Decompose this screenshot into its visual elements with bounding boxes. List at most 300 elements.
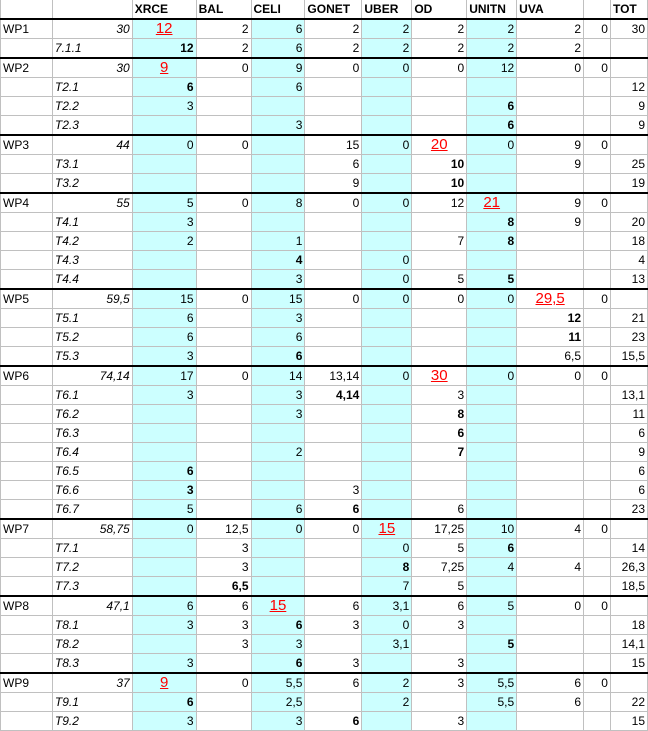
value-cell (467, 481, 517, 500)
value-cell: 9 (517, 193, 584, 213)
value-cell: 2,5 (251, 693, 305, 712)
wp-label (1, 174, 53, 194)
task-row (1, 328, 648, 347)
value-cell (132, 424, 196, 443)
value-cell (467, 654, 517, 674)
value-cell (305, 558, 362, 577)
value-cell: 9 (305, 174, 362, 194)
wp-label (1, 481, 53, 500)
value-cell: 2 (412, 39, 467, 59)
value-cell: 3 (196, 635, 251, 654)
value-cell (305, 539, 362, 558)
value-cell: 6 (305, 712, 362, 731)
header-cell: XRCE (132, 0, 196, 19)
value-cell: 6 (251, 500, 305, 520)
value-cell: 25 (610, 155, 647, 174)
value-cell: 3 (132, 347, 196, 367)
value-cell: 0 (305, 289, 362, 309)
value-cell: 3 (196, 558, 251, 577)
value-cell (584, 462, 611, 481)
value-cell: 5 (467, 635, 517, 654)
wp-label (1, 405, 53, 424)
workpackage-row (1, 58, 648, 78)
value-cell (251, 174, 305, 194)
value-cell (584, 693, 611, 712)
wp-label (1, 616, 53, 635)
value-cell: 0 (196, 366, 251, 386)
value-cell: 5 (412, 577, 467, 597)
value-cell (517, 443, 584, 462)
value-cell: 11 (517, 328, 584, 347)
value-cell: 8 (467, 232, 517, 251)
value-cell: 5,5 (251, 673, 305, 693)
task-row (1, 693, 648, 712)
value-cell (305, 635, 362, 654)
value-cell (362, 443, 412, 462)
value-cell (610, 58, 647, 78)
value-cell: 6 (517, 673, 584, 693)
header-cell (52, 0, 132, 19)
workpackage-row (1, 135, 648, 155)
value-cell (132, 558, 196, 577)
value-cell: 6 (467, 539, 517, 558)
wp-label: WP8 (1, 596, 53, 616)
value-cell: 19 (610, 174, 647, 194)
workpackage-row (1, 366, 648, 386)
value-cell (305, 424, 362, 443)
value-cell (305, 232, 362, 251)
task-row (1, 635, 648, 654)
value-cell (305, 78, 362, 97)
value-cell: 17,25 (412, 519, 467, 539)
value-cell (584, 270, 611, 290)
value-cell (305, 270, 362, 290)
value-cell (584, 251, 611, 270)
value-cell: 30 (412, 366, 467, 386)
value-cell (584, 232, 611, 251)
value-cell (610, 366, 647, 386)
value-cell (362, 213, 412, 232)
value-cell: 3,1 (362, 635, 412, 654)
wp-label: WP3 (1, 135, 53, 155)
value-cell: 0 (305, 58, 362, 78)
value-cell: 0 (467, 366, 517, 386)
value-cell (196, 443, 251, 462)
value-cell: 18,5 (610, 577, 647, 597)
value-cell (196, 155, 251, 174)
value-cell (467, 174, 517, 194)
task-label: T2.3 (52, 116, 132, 136)
value-cell: 9 (610, 116, 647, 136)
value-cell (517, 174, 584, 194)
value-cell (412, 213, 467, 232)
wp-label (1, 424, 53, 443)
value-cell: 21 (610, 309, 647, 328)
value-cell (412, 328, 467, 347)
value-cell: 12,5 (196, 519, 251, 539)
value-cell: 15 (362, 519, 412, 539)
value-cell (584, 539, 611, 558)
value-cell (517, 97, 584, 116)
value-cell: 6 (412, 500, 467, 520)
value-cell (132, 443, 196, 462)
task-label: T6.3 (52, 424, 132, 443)
value-cell: 2 (251, 443, 305, 462)
value-cell (305, 693, 362, 712)
value-cell: 0 (305, 193, 362, 213)
task-row (1, 386, 648, 405)
value-cell (467, 712, 517, 731)
value-cell: 0 (251, 519, 305, 539)
value-cell: 0 (196, 289, 251, 309)
value-cell (584, 78, 611, 97)
workpackage-row (1, 19, 648, 39)
task-label: T4.4 (52, 270, 132, 290)
value-cell (362, 424, 412, 443)
value-cell: 3 (132, 213, 196, 232)
value-cell: 2 (196, 19, 251, 39)
value-cell (584, 405, 611, 424)
value-cell (517, 251, 584, 270)
value-cell (132, 174, 196, 194)
wp-label (1, 270, 53, 290)
value-cell: 6 (132, 596, 196, 616)
value-cell: 2 (362, 39, 412, 59)
value-cell: 3 (251, 712, 305, 731)
wp-label (1, 39, 53, 59)
value-cell: 0 (517, 366, 584, 386)
task-row (1, 558, 648, 577)
value-cell (305, 443, 362, 462)
value-cell (196, 693, 251, 712)
value-cell (467, 328, 517, 347)
value-cell: 13 (610, 270, 647, 290)
task-label: 37 (52, 673, 132, 693)
value-cell: 15 (610, 712, 647, 731)
value-cell: 6 (305, 500, 362, 520)
value-cell (251, 135, 305, 155)
value-cell (251, 558, 305, 577)
task-label: T6.7 (52, 500, 132, 520)
value-cell (196, 481, 251, 500)
value-cell (196, 232, 251, 251)
value-cell: 2 (517, 19, 584, 39)
value-cell: 15 (132, 289, 196, 309)
task-row (1, 481, 648, 500)
value-cell: 3 (412, 386, 467, 405)
value-cell: 2 (517, 39, 584, 59)
task-row (1, 405, 648, 424)
value-cell: 0 (584, 289, 611, 309)
wp-label (1, 155, 53, 174)
task-row (1, 443, 648, 462)
value-cell (517, 577, 584, 597)
value-cell (584, 424, 611, 443)
value-cell: 3 (412, 673, 467, 693)
value-cell (362, 309, 412, 328)
value-cell (584, 328, 611, 347)
value-cell: 0 (362, 366, 412, 386)
value-cell: 6,5 (196, 577, 251, 597)
value-cell: 6 (610, 462, 647, 481)
value-cell (584, 386, 611, 405)
task-label: T5.1 (52, 309, 132, 328)
task-label: T3.1 (52, 155, 132, 174)
value-cell (412, 635, 467, 654)
value-cell: 10 (467, 519, 517, 539)
task-label: T4.1 (52, 213, 132, 232)
wp-label (1, 232, 53, 251)
value-cell: 11 (610, 405, 647, 424)
value-cell (196, 309, 251, 328)
value-cell (362, 712, 412, 731)
value-cell: 8 (362, 558, 412, 577)
workpackage-row (1, 519, 648, 539)
value-cell: 0 (584, 519, 611, 539)
value-cell (412, 693, 467, 712)
wp-label (1, 558, 53, 577)
task-row (1, 577, 648, 597)
value-cell: 3 (251, 405, 305, 424)
value-cell (517, 712, 584, 731)
value-cell: 6 (517, 693, 584, 712)
task-label: 30 (52, 19, 132, 39)
value-cell (467, 462, 517, 481)
wp-label (1, 693, 53, 712)
value-cell (362, 97, 412, 116)
value-cell (517, 635, 584, 654)
value-cell (251, 539, 305, 558)
value-cell (305, 251, 362, 270)
value-cell: 0 (584, 366, 611, 386)
header-cell: TOT (610, 0, 647, 19)
task-label: T7.3 (52, 577, 132, 597)
value-cell (362, 481, 412, 500)
header-cell: OD (412, 0, 467, 19)
value-cell (584, 174, 611, 194)
value-cell (132, 635, 196, 654)
value-cell: 6 (132, 78, 196, 97)
task-label: T9.2 (52, 712, 132, 731)
task-row (1, 232, 648, 251)
task-row (1, 155, 648, 174)
value-cell: 12 (467, 58, 517, 78)
value-cell (584, 635, 611, 654)
value-cell: 9 (517, 135, 584, 155)
value-cell: 2 (362, 19, 412, 39)
value-cell: 15 (305, 135, 362, 155)
value-cell (196, 462, 251, 481)
value-cell (610, 289, 647, 309)
value-cell: 0 (517, 58, 584, 78)
value-cell: 0 (467, 135, 517, 155)
wp-label (1, 347, 53, 367)
value-cell (251, 481, 305, 500)
value-cell: 21 (467, 193, 517, 213)
workpackage-row (1, 596, 648, 616)
task-label: T5.2 (52, 328, 132, 347)
value-cell (610, 39, 647, 59)
wp-label: WP5 (1, 289, 53, 309)
value-cell: 26,3 (610, 558, 647, 577)
wp-label: WP6 (1, 366, 53, 386)
value-cell: 0 (196, 673, 251, 693)
value-cell: 1 (251, 232, 305, 251)
value-cell: 0 (305, 519, 362, 539)
task-row (1, 39, 648, 59)
value-cell: 30 (610, 19, 647, 39)
value-cell: 3 (132, 654, 196, 674)
task-label: 59,5 (52, 289, 132, 309)
value-cell: 0 (517, 596, 584, 616)
workpackage-row (1, 289, 648, 309)
value-cell (362, 232, 412, 251)
value-cell (467, 443, 517, 462)
value-cell: 0 (362, 289, 412, 309)
value-cell: 15 (610, 654, 647, 674)
value-cell: 5 (132, 193, 196, 213)
value-cell: 2 (196, 39, 251, 59)
value-cell (362, 116, 412, 136)
value-cell: 8 (251, 193, 305, 213)
value-cell: 0 (362, 58, 412, 78)
value-cell: 3 (412, 654, 467, 674)
value-cell: 5 (467, 270, 517, 290)
value-cell: 0 (412, 289, 467, 309)
value-cell: 2 (362, 693, 412, 712)
value-cell (362, 462, 412, 481)
value-cell (251, 462, 305, 481)
value-cell (251, 97, 305, 116)
value-cell: 6 (412, 596, 467, 616)
value-cell (362, 347, 412, 367)
value-cell (362, 174, 412, 194)
value-cell: 15,5 (610, 347, 647, 367)
value-cell: 0 (412, 58, 467, 78)
value-cell (584, 481, 611, 500)
value-cell (412, 251, 467, 270)
value-cell (517, 481, 584, 500)
value-cell (584, 500, 611, 520)
value-cell (467, 155, 517, 174)
value-cell: 3 (251, 270, 305, 290)
header-cell: CELI (251, 0, 305, 19)
value-cell: 13,14 (305, 366, 362, 386)
value-cell: 12 (517, 309, 584, 328)
value-cell: 23 (610, 500, 647, 520)
value-cell: 3 (196, 616, 251, 635)
value-cell: 3 (305, 616, 362, 635)
wp-label: WP7 (1, 519, 53, 539)
value-cell: 14 (251, 366, 305, 386)
value-cell (610, 193, 647, 213)
value-cell: 2 (362, 673, 412, 693)
task-label: T2.1 (52, 78, 132, 97)
workpackage-row (1, 193, 648, 213)
value-cell (251, 577, 305, 597)
value-cell (467, 577, 517, 597)
value-cell: 0 (584, 58, 611, 78)
task-label: 55 (52, 193, 132, 213)
value-cell: 8 (412, 405, 467, 424)
task-label: T7.1 (52, 539, 132, 558)
wp-label (1, 654, 53, 674)
value-cell (196, 251, 251, 270)
value-cell (467, 616, 517, 635)
value-cell: 12 (132, 39, 196, 59)
value-cell (467, 251, 517, 270)
wp-label: WP9 (1, 673, 53, 693)
value-cell (517, 116, 584, 136)
value-cell: 6 (132, 328, 196, 347)
value-cell (196, 347, 251, 367)
header-cell: UVA (517, 0, 584, 19)
value-cell (196, 405, 251, 424)
value-cell (196, 424, 251, 443)
value-cell (305, 116, 362, 136)
value-cell: 0 (362, 616, 412, 635)
wp-label: WP2 (1, 58, 53, 78)
value-cell: 5 (412, 270, 467, 290)
value-cell (584, 558, 611, 577)
value-cell: 18 (610, 232, 647, 251)
value-cell (467, 347, 517, 367)
value-cell (517, 386, 584, 405)
value-cell: 15 (251, 289, 305, 309)
value-cell: 4 (251, 251, 305, 270)
value-cell: 8 (467, 213, 517, 232)
value-cell (517, 539, 584, 558)
value-cell (584, 712, 611, 731)
value-cell (305, 309, 362, 328)
value-cell (305, 328, 362, 347)
value-cell (517, 232, 584, 251)
value-cell: 5 (412, 539, 467, 558)
value-cell (132, 405, 196, 424)
value-cell (305, 577, 362, 597)
value-cell: 2 (305, 19, 362, 39)
value-cell: 3 (132, 386, 196, 405)
value-cell: 3 (305, 654, 362, 674)
value-cell: 4,14 (305, 386, 362, 405)
task-row (1, 78, 648, 97)
value-cell: 3 (412, 616, 467, 635)
value-cell: 3,1 (362, 596, 412, 616)
value-cell: 12 (610, 78, 647, 97)
task-label: T6.6 (52, 481, 132, 500)
value-cell: 6 (412, 424, 467, 443)
task-row (1, 654, 648, 674)
value-cell: 20 (610, 213, 647, 232)
value-cell (132, 577, 196, 597)
header-cell (1, 0, 53, 19)
value-cell (517, 500, 584, 520)
value-cell (610, 135, 647, 155)
wp-label (1, 328, 53, 347)
task-label: 47,1 (52, 596, 132, 616)
value-cell: 6 (132, 462, 196, 481)
value-cell: 6 (305, 155, 362, 174)
workpackage-row (1, 673, 648, 693)
value-cell (251, 213, 305, 232)
value-cell (467, 309, 517, 328)
task-row (1, 116, 648, 136)
value-cell (132, 270, 196, 290)
value-cell: 3 (412, 712, 467, 731)
task-row (1, 616, 648, 635)
task-label: T6.4 (52, 443, 132, 462)
task-label: T6.5 (52, 462, 132, 481)
